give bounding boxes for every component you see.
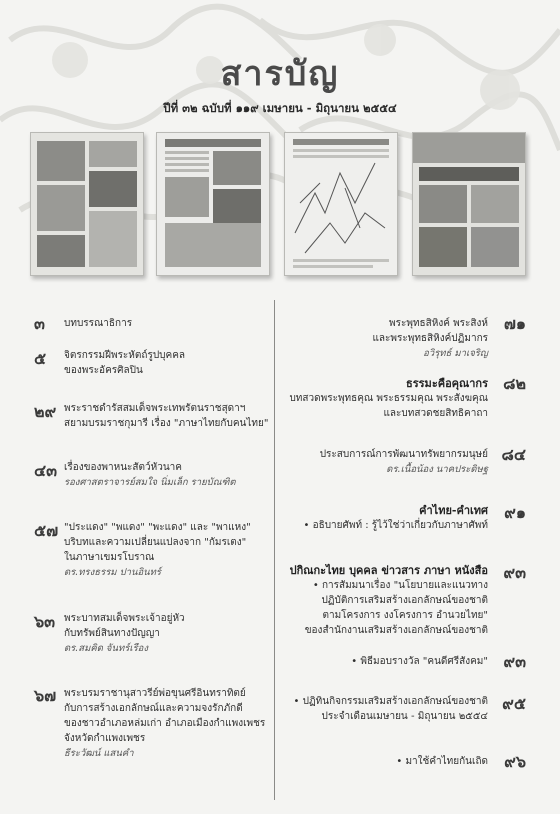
section-heading: ธรรมะคือคุณากร	[406, 377, 488, 390]
page-number: ๙๖	[504, 752, 526, 771]
entry-title: พระบรมราชานุสาวรีย์พ่อขุนศรีอินทราทิตย์	[64, 688, 246, 699]
toc-entry[interactable]	[64, 520, 251, 580]
entry-title: ในภาษาเขมรโบราณ	[64, 552, 155, 563]
thumbnail-photo-collage	[30, 132, 144, 276]
entry-author: อวิรุทธ์ มาเจริญ	[423, 348, 488, 359]
toc-entry[interactable]	[351, 654, 488, 669]
toc-entry[interactable]	[294, 694, 488, 724]
entry-title: • ปฏิทินกิจกรรมเสริมสร้างเอกลักษณ์ของชาติ	[294, 694, 488, 709]
entry-author: ดร.ทรงธรรม ปานอินทร์	[64, 567, 162, 578]
toc-entry[interactable]	[64, 316, 132, 331]
entry-title: กับการสร้างเอกลักษณ์และความจงรักภักดี	[64, 703, 243, 714]
toc-entry[interactable]	[290, 563, 488, 638]
toc-entry[interactable]	[289, 376, 488, 421]
entry-author: ดร.สมคิด จันทร์เรือง	[64, 643, 149, 654]
entry-title: กับทรัพย์สินทางปัญญา	[64, 628, 160, 639]
entry-title: • การสัมมนาเรื่อง "นโยบายและแนวทาง	[290, 578, 488, 593]
page-number: ๙๑	[504, 503, 526, 522]
page-number: ๘๒	[503, 374, 526, 393]
page-number: ๔๓	[34, 461, 58, 480]
entry-title: และบทสวดชยสิทธิคาถา	[383, 408, 488, 419]
page-title: สารบัญ	[220, 54, 340, 94]
entry-title: ปฏิบัติการเสริมสร้างเอกลักษณ์ของชาติ	[321, 595, 488, 606]
entry-author: ธีระวัฒน์ แสนคำ	[64, 748, 134, 759]
entry-title: บริบทและความเปลี่ยนแปลงจาก "กัมรเตง"	[64, 537, 247, 548]
entry-title: • มาใช้คำไทยกันเถิด	[396, 754, 488, 769]
section-heading: คำไทย-คำเทศ	[419, 504, 488, 517]
entry-title: ตามโครงการ งงโครงการ อำนวยไทย"	[322, 610, 488, 621]
thumbnail-activity-page	[412, 132, 526, 276]
entry-title: "ประแดง" "พแดง" "พะแดง" และ "พาแหง"	[64, 522, 251, 533]
entry-title: ของพระอัครศิลปิน	[64, 365, 143, 376]
entry-title: • อธิบายศัพท์ : รู้ไว้ใช่ว่าเกี่ยวกับภาษาศัพท์	[304, 518, 488, 533]
toc-entry[interactable]	[320, 447, 488, 477]
toc-entry[interactable]	[396, 754, 488, 769]
entry-title: และพระพุทธสิหิงค์ปฏิมากร	[372, 333, 488, 344]
toc-entry[interactable]	[64, 401, 268, 431]
thumbnail-map-page	[284, 132, 398, 276]
entry-title: จิตรกรรมฝีพระหัตถ์รูปบุคคล	[64, 350, 186, 361]
entry-title: บทบรรณาธิการ	[64, 318, 133, 329]
page-number: ๗๑	[503, 314, 526, 333]
column-divider	[274, 300, 275, 800]
page-number: ๘๔	[501, 445, 526, 464]
entry-title: พระราชดำรัสสมเด็จพระเทพรัตนราชสุดาฯ	[64, 403, 246, 414]
toc-entry[interactable]	[64, 460, 236, 490]
page-number: ๙๕	[502, 694, 526, 713]
entry-title: พระบาทสมเด็จพระเจ้าอยู่หัว	[64, 613, 185, 624]
page-number: ๕	[34, 349, 47, 368]
page-number: ๙๓	[503, 652, 526, 671]
entry-title: ประจำเดือนเมษายน - มิถุนายน ๒๕๕๔	[321, 711, 488, 722]
entry-title: ของชาวอำเภอหล่มเก่า อำเภอเมืองกำแพงเพชร	[64, 718, 266, 729]
page-number: ๖๓	[34, 612, 56, 631]
section-heading: ปกิณกะไทย บุคคล ข่าวสาร ภาษา หนังสือ	[289, 564, 488, 577]
toc-entry[interactable]	[372, 316, 488, 361]
toc-entry[interactable]	[64, 686, 265, 761]
page-number: ๕๗	[34, 521, 59, 540]
toc-entry[interactable]	[64, 348, 185, 378]
page-number: ๖๗	[34, 686, 57, 705]
entry-title: พระพุทธสิหิงค์ พระสิงห์	[389, 318, 488, 329]
page-number: ๙๓	[503, 563, 526, 582]
thumbnail-article-page	[156, 132, 270, 276]
entry-title: ของสำนักงานเสริมสร้างเอกลักษณ์ของชาติ	[304, 625, 488, 636]
toc-entry[interactable]	[64, 611, 185, 656]
toc-entry[interactable]	[304, 503, 488, 533]
entry-title: เรื่องของพาหนะสัตว์หัวนาค	[64, 462, 182, 473]
entry-title: สยามบรมราชกุมารี เรื่อง "ภาษาไทยกับคนไทย"	[64, 418, 269, 429]
issue-info: ปีที่ ๓๒ ฉบับที่ ๑๑๙ เมษายน - มิถุนายน ๒๕๕๔	[163, 101, 397, 115]
entry-title: ประสบการณ์การพัฒนาทรัพยากรมนุษย์	[319, 449, 488, 460]
entry-title: • พิธีมอบรางวัล "คนดีศรีสังคม"	[351, 654, 488, 669]
entry-author: ดร.เนื้อน้อง นาคประดิษฐ	[386, 464, 488, 475]
page-number: ๓	[34, 314, 45, 333]
entry-author: รองศาสตราจารย์สมใจ นิ่มเล็ก รายบัณฑิต	[64, 477, 236, 488]
page-number: ๒๙	[34, 402, 57, 421]
entry-title: จังหวัดกำแพงเพชร	[64, 733, 146, 744]
entry-title: บทสวดพระพุทธคุณ พระธรรมคุณ พระสังฆคุณ	[289, 393, 488, 404]
